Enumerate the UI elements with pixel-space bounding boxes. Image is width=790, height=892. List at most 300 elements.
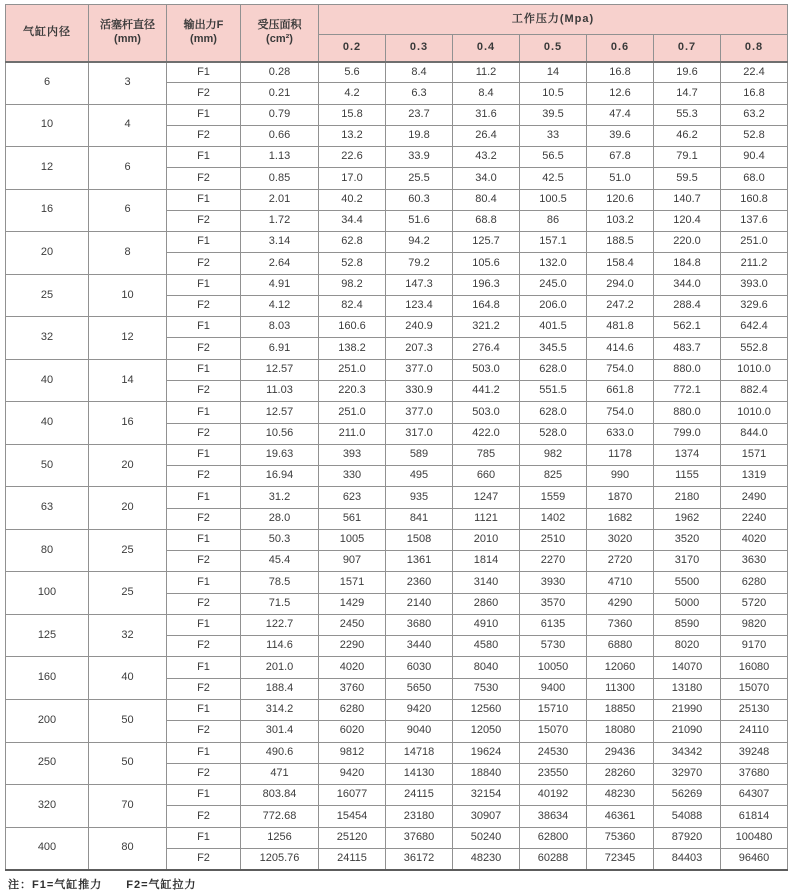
pressure-value-cell: 100480 [721,827,788,848]
pressure-value-cell: 589 [386,444,453,465]
pressure-value-cell: 33.9 [386,147,453,168]
pressure-value-cell: 16080 [721,657,788,678]
pressure-area-cell: 0.85 [241,168,319,189]
pressure-value-cell: 6280 [721,572,788,593]
pressure-value-cell: 317.0 [386,423,453,444]
pressure-value-cell: 552.8 [721,338,788,359]
pressure-value-cell: 48230 [587,785,654,806]
pressure-value-cell: 46361 [587,806,654,827]
bore-cell: 250 [6,742,89,785]
table-row [6,317,788,338]
rod-diameter-cell: 6 [89,147,167,190]
table-row [6,402,788,423]
pressure-value-cell: 32970 [654,763,721,784]
table-body [6,62,788,870]
pressure-value-cell: 211.2 [721,253,788,274]
pressure-value-cell: 3930 [520,572,587,593]
pressure-value-cell: 28260 [587,763,654,784]
table-row [6,529,788,550]
pressure-area-cell: 188.4 [241,678,319,699]
pressure-value-cell: 2140 [386,593,453,614]
pressure-value-cell: 3440 [386,636,453,657]
pressure-value-cell: 42.5 [520,168,587,189]
pressure-value-cell: 22.4 [721,62,788,83]
force-label-cell: F1 [167,487,241,508]
pressure-value-cell: 4580 [453,636,520,657]
pressure-value-cell: 3140 [453,572,520,593]
pressure-value-cell: 15070 [520,721,587,742]
pressure-value-cell: 785 [453,444,520,465]
pressure-value-cell: 31.6 [453,104,520,125]
pressure-value-cell: 25120 [319,827,386,848]
rod-diameter-cell: 70 [89,785,167,828]
pressure-area-cell: 4.91 [241,274,319,295]
pressure-value-cell: 628.0 [520,402,587,423]
pressure-value-cell: 935 [386,487,453,508]
pressure-area-cell: 1.13 [241,147,319,168]
bore-cell: 32 [6,317,89,360]
pressure-value-cell: 422.0 [453,423,520,444]
pressure-value-cell: 377.0 [386,359,453,380]
bore-cell: 200 [6,699,89,742]
pressure-value-cell: 40.2 [319,189,386,210]
header-pressure-0.4: 0.4 [453,35,520,62]
pressure-value-cell: 24110 [721,721,788,742]
pressure-value-cell: 4910 [453,614,520,635]
pressure-area-cell: 12.57 [241,402,319,423]
pressure-value-cell: 1508 [386,529,453,550]
pressure-value-cell: 140.7 [654,189,721,210]
force-label-cell: F2 [167,338,241,359]
pressure-value-cell: 87920 [654,827,721,848]
pressure-value-cell: 84403 [654,848,721,869]
pressure-value-cell: 14718 [386,742,453,763]
pressure-value-cell: 24115 [386,785,453,806]
table-row [6,189,788,210]
force-label-cell: F1 [167,147,241,168]
pressure-value-cell: 79.1 [654,147,721,168]
pressure-value-cell: 125.7 [453,232,520,253]
pressure-value-cell: 13.2 [319,125,386,146]
pressure-value-cell: 19624 [453,742,520,763]
pressure-value-cell: 15454 [319,806,386,827]
pressure-value-cell: 23550 [520,763,587,784]
pressure-value-cell: 633.0 [587,423,654,444]
pressure-value-cell: 52.8 [319,253,386,274]
bore-cell: 80 [6,529,89,572]
pressure-value-cell: 5000 [654,593,721,614]
pressure-value-cell: 3520 [654,529,721,550]
bore-cell: 16 [6,189,89,232]
pressure-value-cell: 4020 [319,657,386,678]
force-label-cell: F2 [167,253,241,274]
pressure-value-cell: 561 [319,508,386,529]
pressure-value-cell: 23180 [386,806,453,827]
pressure-value-cell: 51.6 [386,210,453,231]
pressure-area-cell: 0.28 [241,62,319,83]
header-rod-line1: 活塞杆直径 [100,19,155,31]
header-area-line2: (cm²) [266,32,293,45]
pressure-value-cell: 495 [386,466,453,487]
pressure-value-cell: 14130 [386,763,453,784]
pressure-value-cell: 137.6 [721,210,788,231]
pressure-value-cell: 59.5 [654,168,721,189]
header-pressure-0.7: 0.7 [654,35,721,62]
pressure-value-cell: 882.4 [721,380,788,401]
force-label-cell: F1 [167,359,241,380]
table-row [6,742,788,763]
pressure-value-cell: 754.0 [587,402,654,423]
pressure-value-cell: 9040 [386,721,453,742]
pressure-value-cell: 18080 [587,721,654,742]
force-label-cell: F1 [167,62,241,83]
pressure-value-cell: 5720 [721,593,788,614]
pressure-value-cell: 24530 [520,742,587,763]
table-row [6,614,788,635]
force-label-cell: F2 [167,551,241,572]
pressure-value-cell: 5.6 [319,62,386,83]
pressure-value-cell: 330.9 [386,380,453,401]
pressure-value-cell: 1571 [721,444,788,465]
pressure-value-cell: 481.8 [587,317,654,338]
pressure-value-cell: 754.0 [587,359,654,380]
force-label-cell: F1 [167,657,241,678]
cylinder-force-table [5,4,788,871]
pressure-area-cell: 0.21 [241,83,319,104]
pressure-value-cell: 120.6 [587,189,654,210]
pressure-value-cell: 288.4 [654,295,721,316]
table-row [6,147,788,168]
pressure-value-cell: 2180 [654,487,721,508]
pressure-area-cell: 19.63 [241,444,319,465]
pressure-value-cell: 36172 [386,848,453,869]
pressure-value-cell: 56.5 [520,147,587,168]
pressure-value-cell: 8590 [654,614,721,635]
table-row [6,487,788,508]
pressure-value-cell: 880.0 [654,359,721,380]
force-label-cell: F1 [167,614,241,635]
pressure-value-cell: 15.8 [319,104,386,125]
force-label-cell: F1 [167,529,241,550]
bore-cell: 12 [6,147,89,190]
pressure-value-cell: 75360 [587,827,654,848]
pressure-value-cell: 6280 [319,699,386,720]
pressure-value-cell: 483.7 [654,338,721,359]
table-row [6,444,788,465]
pressure-area-cell: 201.0 [241,657,319,678]
pressure-area-cell: 11.03 [241,380,319,401]
header-force-line2: (mm) [190,32,217,45]
pressure-value-cell: 7360 [587,614,654,635]
pressure-area-cell: 114.6 [241,636,319,657]
pressure-value-cell: 3680 [386,614,453,635]
rod-diameter-cell: 80 [89,827,167,870]
pressure-value-cell: 54088 [654,806,721,827]
header-pressure-0.3: 0.3 [386,35,453,62]
pressure-value-cell: 9420 [386,699,453,720]
pressure-value-cell: 7530 [453,678,520,699]
pressure-value-cell: 80.4 [453,189,520,210]
pressure-value-cell: 2720 [587,551,654,572]
force-label-cell: F2 [167,848,241,869]
bore-cell: 25 [6,274,89,317]
force-label-cell: F2 [167,210,241,231]
pressure-value-cell: 60.3 [386,189,453,210]
pressure-value-cell: 3630 [721,551,788,572]
rod-diameter-cell: 12 [89,317,167,360]
pressure-area-cell: 1.72 [241,210,319,231]
pressure-value-cell: 10.5 [520,83,587,104]
pressure-value-cell: 1361 [386,551,453,572]
pressure-value-cell: 3570 [520,593,587,614]
pressure-value-cell: 841 [386,508,453,529]
pressure-value-cell: 628.0 [520,359,587,380]
pressure-value-cell: 503.0 [453,402,520,423]
pressure-value-cell: 16.8 [587,62,654,83]
pressure-value-cell: 528.0 [520,423,587,444]
pressure-value-cell: 11300 [587,678,654,699]
pressure-value-cell: 247.2 [587,295,654,316]
rod-diameter-cell: 8 [89,232,167,275]
pressure-value-cell: 138.2 [319,338,386,359]
pressure-value-cell: 158.4 [587,253,654,274]
pressure-value-cell: 329.6 [721,295,788,316]
pressure-value-cell: 15710 [520,699,587,720]
pressure-value-cell: 60288 [520,848,587,869]
pressure-area-cell: 12.57 [241,359,319,380]
force-label-cell: F2 [167,466,241,487]
table-row [6,699,788,720]
pressure-value-cell: 32154 [453,785,520,806]
pressure-value-cell: 4020 [721,529,788,550]
pressure-area-cell: 803.84 [241,785,319,806]
pressure-value-cell: 24115 [319,848,386,869]
pressure-value-cell: 67.8 [587,147,654,168]
pressure-value-cell: 5500 [654,572,721,593]
table-header [6,5,788,62]
pressure-value-cell: 51.0 [587,168,654,189]
pressure-value-cell: 8.4 [386,62,453,83]
pressure-value-cell: 1429 [319,593,386,614]
force-label-cell: F1 [167,572,241,593]
pressure-value-cell: 6020 [319,721,386,742]
pressure-value-cell: 880.0 [654,402,721,423]
pressure-area-cell: 10.56 [241,423,319,444]
pressure-value-cell: 25130 [721,699,788,720]
pressure-value-cell: 1571 [319,572,386,593]
pressure-value-cell: 55.3 [654,104,721,125]
pressure-value-cell: 64307 [721,785,788,806]
pressure-value-cell: 12560 [453,699,520,720]
header-rod-diameter [89,5,167,62]
rod-diameter-cell: 40 [89,657,167,700]
pressure-value-cell: 1374 [654,444,721,465]
pressure-value-cell: 344.0 [654,274,721,295]
pressure-value-cell: 56269 [654,785,721,806]
rod-diameter-cell: 32 [89,614,167,657]
pressure-value-cell: 503.0 [453,359,520,380]
pressure-value-cell: 1870 [587,487,654,508]
header-pressure-0.5: 0.5 [520,35,587,62]
pressure-value-cell: 48230 [453,848,520,869]
bore-cell: 320 [6,785,89,828]
force-label-cell: F2 [167,423,241,444]
pressure-value-cell: 16077 [319,785,386,806]
bore-cell: 125 [6,614,89,657]
force-label-cell: F1 [167,274,241,295]
pressure-value-cell: 1155 [654,466,721,487]
pressure-value-cell: 82.4 [319,295,386,316]
pressure-value-cell: 1814 [453,551,520,572]
force-label-cell: F1 [167,785,241,806]
header-pressure-0.8: 0.8 [721,35,788,62]
pressure-value-cell: 12060 [587,657,654,678]
pressure-value-cell: 40192 [520,785,587,806]
pressure-area-cell: 3.14 [241,232,319,253]
pressure-value-cell: 661.8 [587,380,654,401]
footnote: 注：F1=气缸推力 F2=气缸拉力 [8,878,197,891]
pressure-value-cell: 34.4 [319,210,386,231]
pressure-value-cell: 6880 [587,636,654,657]
pressure-value-cell: 1319 [721,466,788,487]
pressure-area-cell: 6.91 [241,338,319,359]
pressure-value-cell: 14070 [654,657,721,678]
pressure-value-cell: 9170 [721,636,788,657]
pressure-value-cell: 1178 [587,444,654,465]
pressure-value-cell: 120.4 [654,210,721,231]
pressure-value-cell: 123.4 [386,295,453,316]
pressure-value-cell: 207.3 [386,338,453,359]
pressure-area-cell: 0.79 [241,104,319,125]
force-label-cell: F1 [167,189,241,210]
pressure-value-cell: 10050 [520,657,587,678]
pressure-value-cell: 39248 [721,742,788,763]
rod-diameter-cell: 16 [89,402,167,445]
pressure-area-cell: 8.03 [241,317,319,338]
pressure-value-cell: 37680 [386,827,453,848]
pressure-value-cell: 103.2 [587,210,654,231]
pressure-value-cell: 30907 [453,806,520,827]
pressure-value-cell: 21090 [654,721,721,742]
rod-diameter-cell: 20 [89,487,167,530]
force-label-cell: F1 [167,232,241,253]
pressure-value-cell: 52.8 [721,125,788,146]
bore-cell: 50 [6,444,89,487]
table-row [6,657,788,678]
force-label-cell: F2 [167,295,241,316]
pressure-value-cell: 401.5 [520,317,587,338]
pressure-area-cell: 45.4 [241,551,319,572]
table-row [6,572,788,593]
pressure-value-cell: 2860 [453,593,520,614]
pressure-area-cell: 1256 [241,827,319,848]
pressure-value-cell: 100.5 [520,189,587,210]
pressure-value-cell: 4710 [587,572,654,593]
pressure-value-cell: 34.0 [453,168,520,189]
pressure-value-cell: 799.0 [654,423,721,444]
pressure-value-cell: 72345 [587,848,654,869]
pressure-value-cell: 50240 [453,827,520,848]
pressure-value-cell: 377.0 [386,402,453,423]
pressure-area-cell: 122.7 [241,614,319,635]
table-row [6,274,788,295]
rod-diameter-cell: 25 [89,572,167,615]
pressure-value-cell: 4290 [587,593,654,614]
header-rod-line2: (mm) [114,32,141,45]
pressure-value-cell: 14.7 [654,83,721,104]
pressure-value-cell: 2290 [319,636,386,657]
pressure-value-cell: 132.0 [520,253,587,274]
pressure-value-cell: 393 [319,444,386,465]
pressure-value-cell: 164.8 [453,295,520,316]
pressure-area-cell: 16.94 [241,466,319,487]
pressure-value-cell: 1005 [319,529,386,550]
pressure-value-cell: 1121 [453,508,520,529]
force-label-cell: F2 [167,83,241,104]
force-label-cell: F2 [167,380,241,401]
bore-cell: 160 [6,657,89,700]
pressure-value-cell: 321.2 [453,317,520,338]
pressure-value-cell: 623 [319,487,386,508]
pressure-value-cell: 245.0 [520,274,587,295]
force-label-cell: F2 [167,508,241,529]
pressure-area-cell: 490.6 [241,742,319,763]
rod-diameter-cell: 3 [89,62,167,105]
pressure-value-cell: 276.4 [453,338,520,359]
pressure-value-cell: 2490 [721,487,788,508]
pressure-value-cell: 2010 [453,529,520,550]
pressure-area-cell: 71.5 [241,593,319,614]
rod-diameter-cell: 50 [89,699,167,742]
pressure-value-cell: 2510 [520,529,587,550]
pressure-value-cell: 147.3 [386,274,453,295]
force-label-cell: F2 [167,168,241,189]
force-label-cell: F2 [167,125,241,146]
pressure-value-cell: 18850 [587,699,654,720]
pressure-area-cell: 4.12 [241,295,319,316]
pressure-value-cell: 3020 [587,529,654,550]
pressure-value-cell: 1962 [654,508,721,529]
force-label-cell: F1 [167,104,241,125]
pressure-area-cell: 314.2 [241,699,319,720]
pressure-value-cell: 62800 [520,827,587,848]
bore-cell: 40 [6,402,89,445]
pressure-value-cell: 9400 [520,678,587,699]
pressure-value-cell: 23.7 [386,104,453,125]
force-label-cell: F2 [167,721,241,742]
pressure-area-cell: 772.68 [241,806,319,827]
force-label-cell: F1 [167,699,241,720]
pressure-value-cell: 393.0 [721,274,788,295]
bore-cell: 20 [6,232,89,275]
pressure-value-cell: 5730 [520,636,587,657]
pressure-value-cell: 68.0 [721,168,788,189]
pressure-value-cell: 184.8 [654,253,721,274]
pressure-value-cell: 907 [319,551,386,572]
pressure-value-cell: 68.8 [453,210,520,231]
rod-diameter-cell: 14 [89,359,167,402]
force-label-cell: F2 [167,593,241,614]
pressure-value-cell: 825 [520,466,587,487]
pressure-value-cell: 39.5 [520,104,587,125]
pressure-value-cell: 17.0 [319,168,386,189]
pressure-value-cell: 414.6 [587,338,654,359]
pressure-value-cell: 105.6 [453,253,520,274]
pressure-value-cell: 8020 [654,636,721,657]
pressure-value-cell: 562.1 [654,317,721,338]
pressure-value-cell: 19.8 [386,125,453,146]
pressure-area-cell: 31.2 [241,487,319,508]
